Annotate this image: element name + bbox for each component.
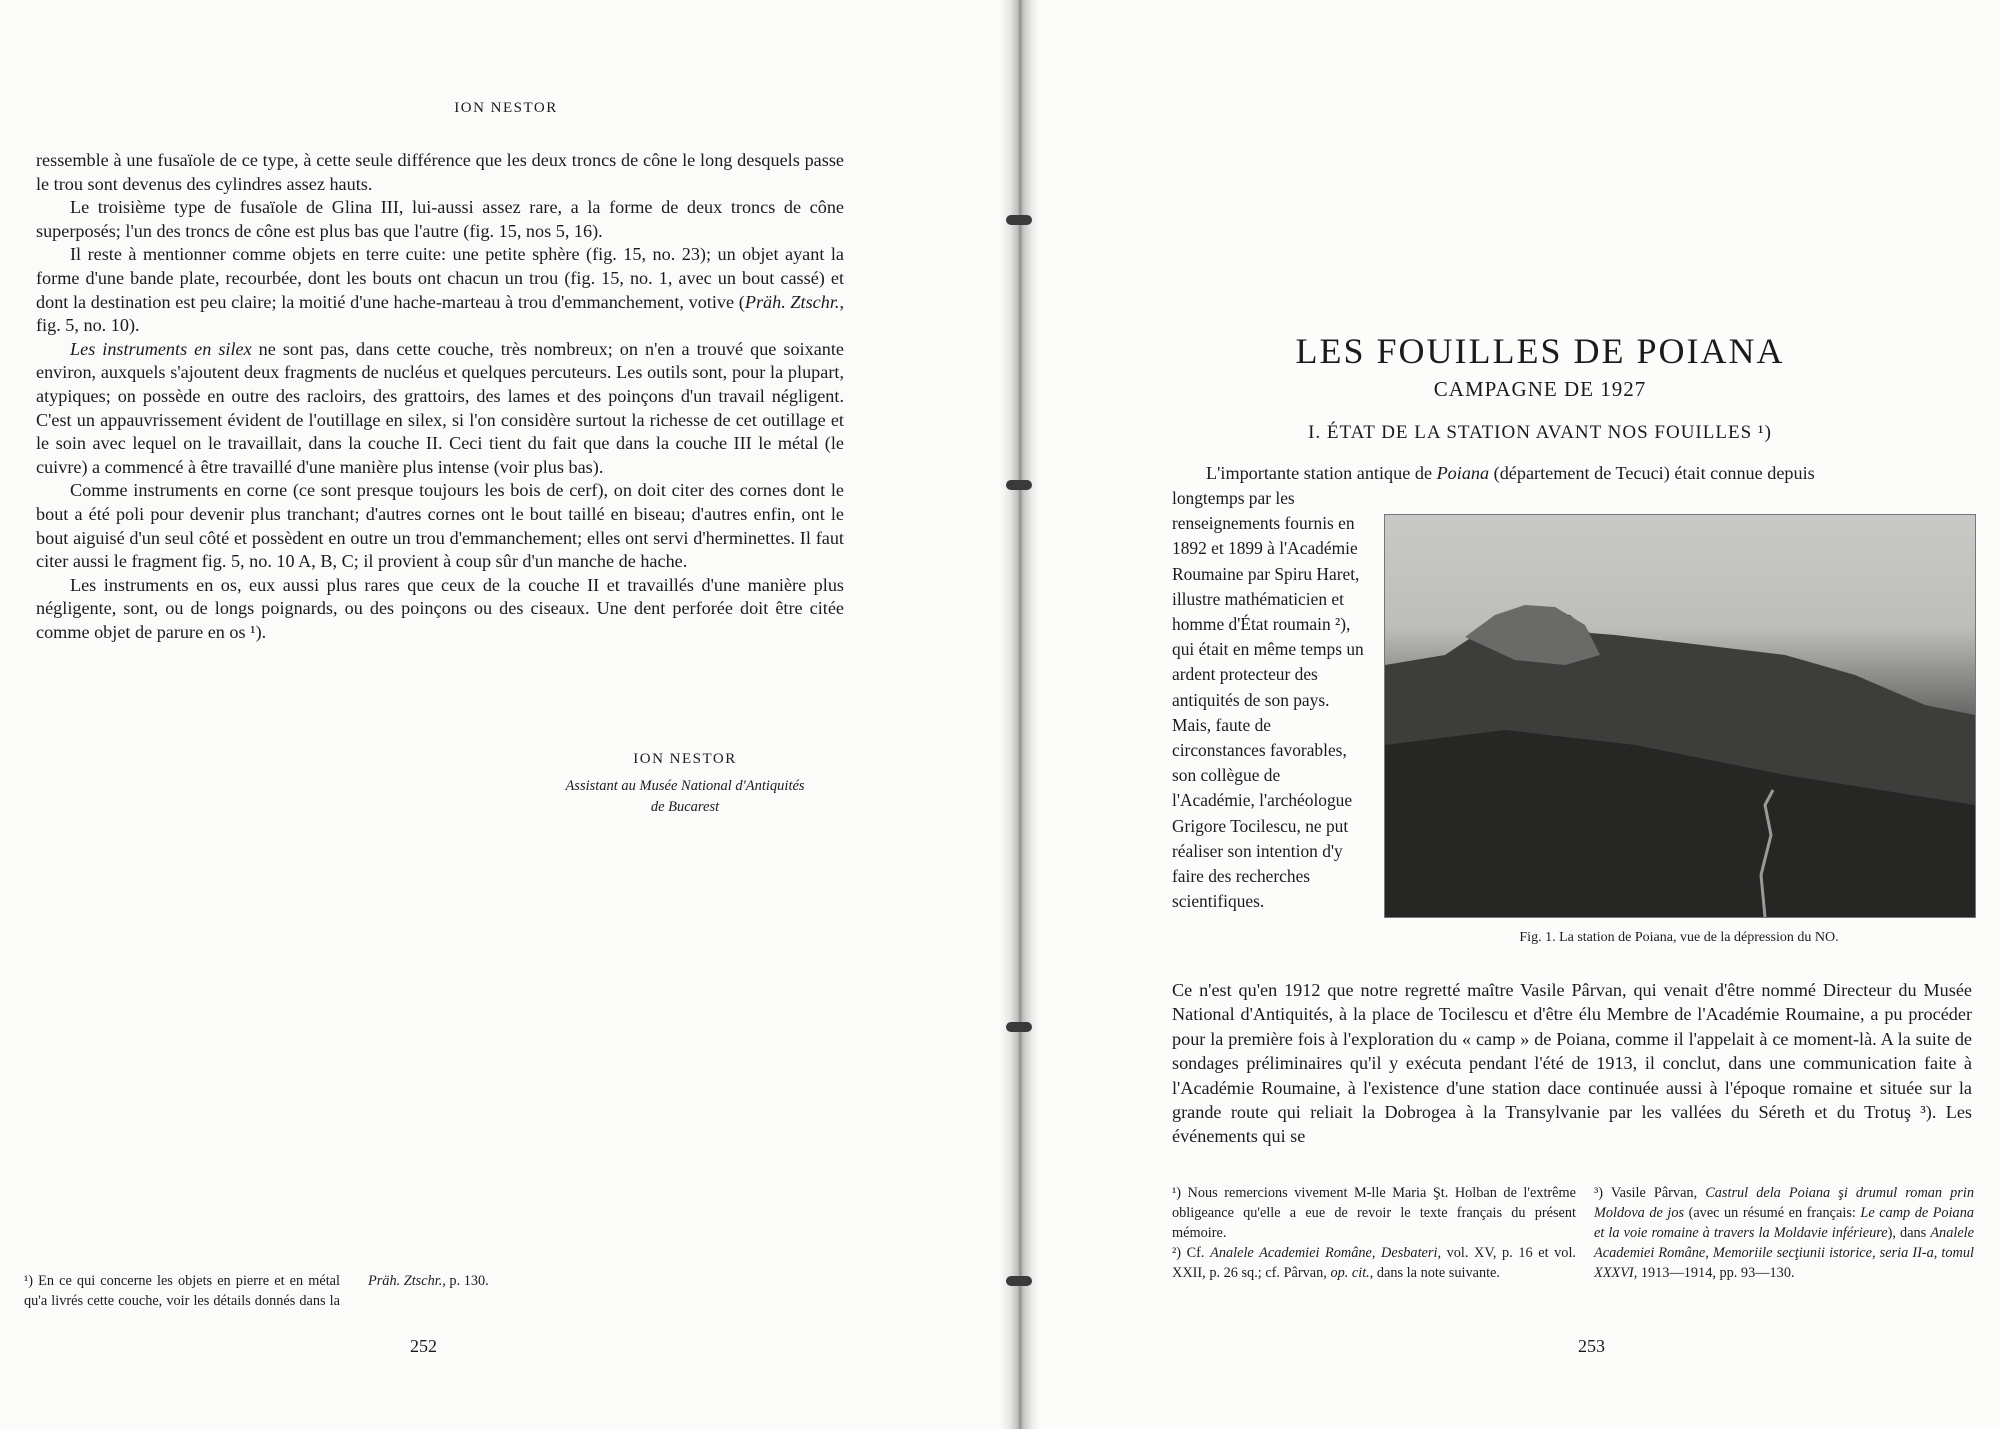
footnote — [1172, 1243, 1576, 1283]
journal-title: Präh. Ztschr. — [744, 291, 840, 312]
chapter-subtitle: CAMPAGNE DE 1927 — [1433, 377, 1647, 401]
paragraph: Comme instruments en corne (ce sont presque toujours les bois de cerf), on doit citer des cornes dont le bout a été poli pour devenir plus tranchant; d'autres cornes ont le bout taillé en biseau; d'autres enfin, ont le bout aiguisé d'un seul côté et possèdent en outre un trou d'emmanchement; elles ont servi d'herminettes. Il faut citer aussi le fragment fig. 5, no. 10 A, B, C; il provient à coup sûr d'un manche de hache. — [36, 480, 844, 572]
figure-caption: Fig. 1. La station de Poiana, vue de la dépression du NO. — [1519, 930, 1839, 945]
author-title-line: de Bucarest — [650, 799, 720, 815]
right-footnotes-col-2 — [1594, 1183, 1974, 1283]
place-name: Poiana — [1436, 463, 1490, 483]
paragraph — [36, 338, 844, 480]
paragraph — [1172, 462, 1972, 486]
footnote — [1594, 1183, 1974, 1283]
binding-stitch — [1006, 1276, 1032, 1286]
right-footnotes-col-1 — [1172, 1183, 1576, 1283]
section-heading: I. ÉTAT DE LA STATION AVANT NOS FOUILLES ¹) — [1308, 422, 1772, 443]
landscape-photo — [1384, 514, 1976, 918]
text-run: ³) Vasile Pârvan, — [1594, 1185, 1706, 1201]
text-run: L'importante station antique de — [1206, 463, 1437, 483]
text-run: ), dans — [1887, 1225, 1931, 1241]
hill-landscape-photo — [1385, 515, 1975, 917]
text-run: ne sont pas, dans cette couche, très nombreux; on n'en a trouvé que soixante environ, auxquels s'ajoutent deux fragments de nucléus et quelques percuteurs. Les outils sont, pour la plupart, atypiques; on possède en outre des racloirs, des grattoirs, des lames et des poinçons d'un travail négligent. C'est un appauvrissement évident de l'outillage en silex, si l'on considère surtout la richesse de cet outillage et le soin avec lequel on le travaillait, dans la couche II. Ceci tient du fait que dans la couche III le métal (le cuivre) a commencé à être travaillé d'une manière plus intense (voir plus bas). — [36, 338, 844, 477]
citation-abbrev: op. cit. — [1330, 1265, 1370, 1281]
text-run: , fig. 5, no. 10). — [36, 291, 844, 336]
page-number-left: 252 — [410, 1336, 437, 1356]
text-run: ²) Cf. — [1172, 1245, 1211, 1261]
text-run: (département de Tecuci) était connue depuis — [1489, 463, 1815, 483]
author-name: ION NESTOR — [633, 751, 737, 767]
italic-term: Les instruments en silex — [70, 338, 252, 359]
author-title-line: Assistant au Musée National d'Antiquités — [565, 778, 805, 794]
binding-stitch — [1006, 480, 1032, 490]
page-number-right: 253 — [1578, 1336, 1605, 1356]
wrapped-text-column: longtemps par les renseignements fournis en 1892 et 1899 à l'Académie Roumaine par Spiru Haret, illustre mathématicien et homme d'État roumain ²), qui était en même temps un ardent protecteur des antiquités de son pays. Mais, faute de circonstances favorables, son collègue de l'Académie, l'archéologue Grigore Tocilescu, ne put réaliser son intention d'y faire des recherches scientifiques. — [1172, 488, 1364, 912]
journal-title: Analele Academiei Române, Desbateri — [1210, 1245, 1438, 1261]
left-body-text — [36, 149, 844, 644]
paragraph: ressemble à une fusaïole de ce type, à cette seule différence que les deux troncs de cône le long desquels passe le trou sont devenus des cylindres assez hauts. — [36, 150, 844, 194]
journal-title: Präh. Ztschr. — [368, 1273, 443, 1289]
author-title — [520, 776, 850, 818]
article-title: Castrul dela Poiana şi drumul roman prin Moldova de jos — [1594, 1185, 1974, 1221]
binding-stitch — [1006, 215, 1032, 225]
text-run: , vol. XV, p. 16 et vol. XXII, p. 26 sq.; cf. Pârvan, — [1172, 1245, 1576, 1281]
text-run: (avec un résumé en français: — [1684, 1205, 1861, 1221]
left-footnote — [24, 1271, 684, 1311]
lead-line — [1172, 462, 1972, 486]
binding-stitch — [1006, 1022, 1032, 1032]
text-run: , p. 130. — [442, 1273, 489, 1289]
footnote: ¹) Nous remercions vivement M-lle Maria Şt. Holban de l'extrême obligeance qu'elle a eue de revoir le texte français du présent mémoire. — [1172, 1185, 1576, 1241]
running-head: ION NESTOR — [454, 100, 558, 116]
paragraph: Les instruments en os, eux aussi plus rares que ceux de la couche II et travaillés d'une manière plus négligente, sont, ou de longs poignards, ou des poinçons ou des ciseaux. Une dent perforée doit être citée comme objet de parure en os ¹). — [36, 574, 844, 642]
article-title-french: Le camp de Poiana et la voie romaine à travers la Moldavie inférieure — [1594, 1205, 1975, 1241]
journal-title: Analele Academiei Române, Memoriile secţiunii istorice, seria II-a, tomul XXXVI — [1594, 1225, 1974, 1281]
chapter-title: LES FOUILLES DE POIANA — [1295, 331, 1785, 371]
text-run: ¹) En ce qui concerne les objets en pierre et en métal qu'a livrés cette couche, voir les détails donnés dans la — [24, 1273, 340, 1309]
right-body-text: Ce n'est qu'en 1912 que notre regretté maître Vasile Pârvan, qui venait d'être nommé Directeur du Musée National d'Antiquités, à la place de Tocilescu et d'être élu Membre de l'Académie Roumaine, a pu procéder pour la première fois à l'exploration du « camp » de Poiana, comme il l'appelait à ce moment-là. A la suite de sondages préliminaires qu'il y exécuta pendant l'été de 1913, il conclut, dans une communication faite à l'Académie Roumaine, à l'existence d'une station dace continuée aussi à l'époque romaine et située sur la grande route qui reliait la Dobrogea à la Transylvanie par les vallées du Séreth et du Trotuş ³). Les événements qui se — [1172, 980, 1972, 1147]
paragraph — [36, 243, 844, 337]
text-run: Il reste à mentionner comme objets en terre cuite: une petite sphère (fig. 15, no. 23); un objet ayant la forme d'une bande plate, recourbée, dont les bouts ont chacun un trou (fig. 15, no. 1, avec un bout cassé) et dont la destination est peu claire; la moitié d'une hache-marteau à trou d'emmanchement, votive ( — [36, 244, 844, 312]
text-run: , dans la note suivante. — [1369, 1265, 1500, 1281]
text-run: , 1913—1914, pp. 93—130. — [1633, 1265, 1795, 1281]
paragraph: Le troisième type de fusaïole de Glina III, lui-aussi assez rare, a la forme de deux troncs de cône superposés; l'un des troncs de cône est plus bas que l'autre (fig. 15, nos 5, 16). — [36, 197, 844, 241]
author-signature — [520, 751, 850, 818]
